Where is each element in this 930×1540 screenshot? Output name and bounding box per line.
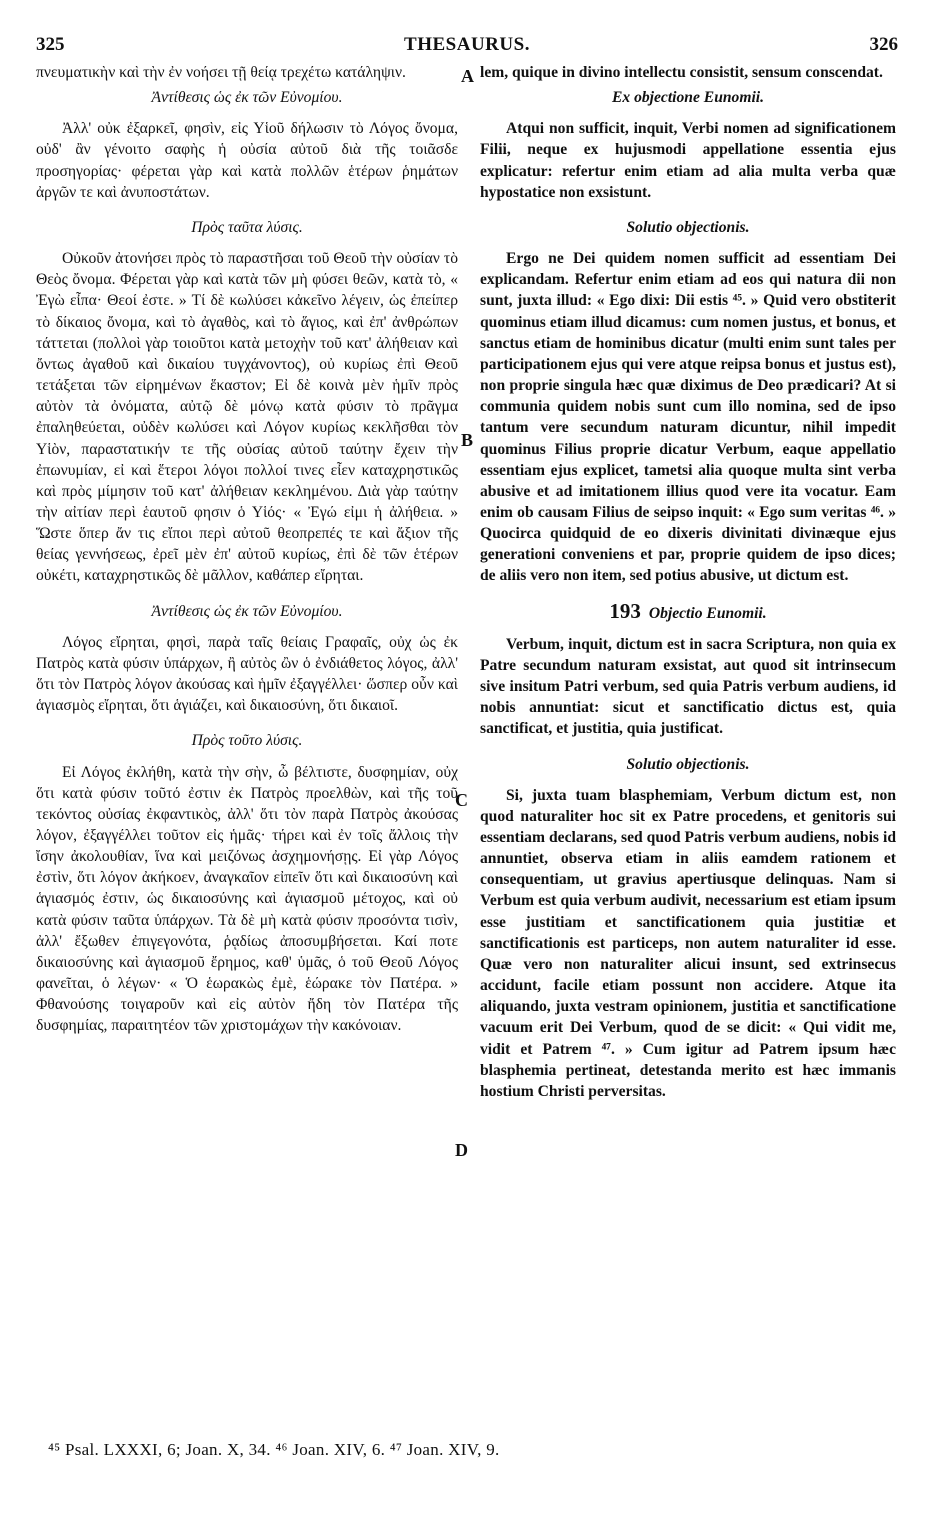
margin-marker-a: A <box>461 66 474 86</box>
greek-paragraph: Λόγος εἴρηται, φησὶ, παρὰ ταῖς θείαις Γραφαῖς, οὐχ ὡς ἐκ Πατρὸς κατὰ φύσιν ὑπάρχων, ἢ αὐτὸς ὢν ὁ ἐνδιάθετος λόγος, ἀλλ' ὅτι τὸν Πατρὸς λόγον ἀκούσας καὶ ἡμῖν ἐξαγγέλλει· ὥσπερ οὖν καὶ ἁγιασμὸς εἴρηται, ὅτι ἁγιάζει, καὶ δικαιοσύνη, ὅτι δικαιοῖ. <box>36 633 458 715</box>
greek-section-heading: Πρὸς τοῦτο λύσις. <box>191 732 303 750</box>
greek-section-heading: Ἀντίθεσις ὡς ἐκ τῶν Εὐνομίου. <box>151 89 343 107</box>
latin-paragraph: Ergo ne Dei quidem nomen sufficit ad essentiam Dei explicandam. Refertur enim etiam ad eos qui natura dii non sunt, juxta illud: « Ego dixi: Dii estis ⁴⁵. » Quid vero obstiterit quominus etiam illud dicamus: cum nomen justus, et bonus, et sanctus etiam de hominibus dicatur (multi enim sunt tales per participationem ejus qui vere atque reipsa bonus et justus est), non proprie singula hæc quæ diximus de Deo prædicari? At si communia quidem nobis sunt cum illo nomina, sed de ipso tantum vere secundum naturam dicuntur, nihil impedit quominus Filius proprie dicatur Verbum, eaque appellatio essentiam ejus explicet, tametsi alia quoque multa sint verba abusive et ad imitationem illius quod vere ita vocatur. Eam enim ob causam Filius de seipso inquit: « Ego sum veritas ⁴⁶. » Quocirca quidquid de eo dixeris divinitati divinæque ejus generationi conveniens et par, proprie quidem de ipso dices; de aliis vero non item, sed potius abusive, ut dictum est. <box>480 250 896 585</box>
latin-section-heading: Solutio objectionis. <box>626 755 750 773</box>
page-number-left: 325 <box>36 34 65 55</box>
greek-paragraph: πνευματικὴν καὶ τὴν ἐν νοήσει τῇ θείᾳ τρεχέτω κατάληψιν. <box>36 64 406 81</box>
greek-paragraph: Οὐκοῦν ἀτονήσει πρὸς τὸ παραστῆσαι τοῦ Θεοῦ τὴν οὐσίαν τὸ Θεὸς ὄνομα. Φέρεται γὰρ καὶ κατὰ τῶν μὴ φύσει θεῶν, κατὰ τὸ, « Ἐγὼ εἶπα· Θεοί ἐστε. » Τί δὲ κωλύσει κἀκεῖνο λέγειν, ὡς ἐπείπερ τὸ δίκαιος ὄνομα, καὶ τὸ ἀγαθὸς, καὶ τὸ ἅγιος, καὶ ἐπ' ἀνθρώπων τάττεται (πολλοὶ γὰρ τοιοῦτοι κατὰ μετοχὴν τοῦ κατ' ἀλήθειαν καὶ ὄντως ἀγαθοῦ καὶ δικαίου τυγχάνοντος), οὐ κυρίως ἐπὶ Θεοῦ τετάξεται τῶν εἰρημένων ἕκαστον; Εἰ δὲ κοινὰ μὲν ἡμῖν πρὸς αὐτὸν τὰ ὀνόματα, αὐτῷ δὲ μόνῳ κατὰ φύσιν τὸ πρᾶγμα ἐπαληθεύεται, οὐδὲν κωλύσει καὶ Λόγον κυρίως κεκλῆσθαι τὸν Υἱὸν, παραστατικήν τε τῆς οὐσίας αὐτοῦ ταύτην ἔχειν τὴν ἐπωνυμίαν, εἰ καὶ ἕτεροι λόγοι πολλοί τινες εἶεν καταχρηστικῶς καὶ πρὸς μίμησιν τοῦ κατ' ἀλήθειαν κεκλημένου. Διὰ γὰρ ταύτην τὴν αἰτίαν περὶ ἑαυτοῦ φησιν ὁ Υἱός· « Ἐγώ εἰμι ἡ ἀλήθεια. » Ὥστε ὅπερ ἄν τις εἴποι περὶ αὐτοῦ θεοπρεπές τε καὶ ἄξιον τῆς θείας γεννήσεως, ἐρεῖ μὲν ἐπ' αὐτοῦ κυρίως, ἐπὶ δὲ τῶν ἑτέρων οὐκέτι, καταχρηστικῶς δὲ μᾶλλον, καθάπερ εἴρηται. <box>36 250 458 585</box>
greek-paragraph: Εἰ Λόγος ἐκλήθη, κατὰ τὴν σὴν, ὦ βέλτιστε, δυσφημίαν, οὐχ ὅτι κατὰ φύσιν τοῦτό ἐστιν ἐκ Πατρὸς προελθὼν, καὶ τῆς τοῦ τεκόντος οὐσίας ἐκφαντικὸς, ἀλλ' ὅτι τὸν παρὰ Πατρὸς ἀκούσας λόγον, ἐξαγγέλλει τοῦτον εἰς ἡμᾶς· τήρει καὶ ἐν τοῖς ἄλλοις τὴν ἴσην ἀκολουθίαν, ἵνα καὶ μειζόνως ἀσχημονήσῃς. Εἰ γὰρ Λόγος ἐστὶν, ὅτι λόγον ἀκήκοεν, ἀναγκαῖον εἰπεῖν ὅτι καὶ δικαιοσύνη καὶ ἁγιασμός ἐστιν, ὡς δικαιοσύνης καὶ ἁγιασμοῦ μέτοχος, καὶ οὐ κατὰ φύσιν ταῦτα ὑπάρχων. Τὰ δὲ μὴ κατὰ φύσιν προσόντα τισὶν, ἀλλ' ἔξωθεν ἐπιγεγονότα, ῥᾳδίως ἀποσυμβήσεται. Καί ποτε δικαιοσύνης καὶ ἁγιασμοῦ ἔρημος, καθ' ὑμᾶς, ὁ τοῦ Θεοῦ Λόγος φανεῖται, ὁ λέγων· « Ὁ ἑωρακὼς ἐμὲ, ἑώρακε τὸν Πατέρα. » Φθανούσης τοιγαροῦν καὶ εἰς αὐτὸν ἤδη τὸν Πατέρα τῆς δυσφημίας, παραιτητέον τῶν χριστομάχων τὴν κακόνοιαν. <box>36 763 458 1035</box>
margin-marker-c: C <box>455 790 468 810</box>
column-number: 193 <box>609 598 641 623</box>
running-title: THESAURUS. <box>404 34 530 55</box>
greek-section-heading: Πρὸς ταῦτα λύσις. <box>191 218 303 236</box>
latin-section-heading: Ex objectione Eunomii. <box>611 89 765 107</box>
latin-section-heading: Solutio objectionis. <box>626 218 750 236</box>
footnotes: ⁴⁵ Psal. LXXXI, 6; Joan. X, 34. ⁴⁶ Joan. XIV, 6. ⁴⁷ Joan. XIV, 9. <box>48 1440 500 1459</box>
greek-section-heading: Ἀντίθεσις ὡς ἐκ τῶν Εὐνομίου. <box>151 602 343 620</box>
latin-paragraph: Verbum, inquit, dictum est in sacra Scriptura, non quia ex Patre secundum naturam exsistat, aut quod sit intrinsecum sive insitum Patri verbum, sed quia Patris verbum audiens, id nobis annuntiat: sicut et sanctificatio dictus est, quia sanctificat, et justitia, quia justificat. <box>480 635 896 738</box>
greek-column <box>36 62 458 1037</box>
latin-section-heading <box>480 598 896 624</box>
running-header <box>36 34 898 58</box>
latin-paragraph: Si, juxta tuam blasphemiam, Verbum dictum est, non quod naturaliter hoc sit ex Patre procedens, et genitoris sui essentiam declarans, sed quod Patris verbum audiens, nobis id annuntiet, observa etiam in aliis eamdem rationem et consequentiam, ut gravius apertiusque delinquas. Nam si Verbum est quia verbum audivit, necessarium est etiam ipsum esse justitiam et sanctificationem quia justitiæ et sanctificationis est particeps, non autem naturaliter id esse. Quæ vero non naturaliter alicui insunt, sed extrinsecus accidunt, facile etiam possunt non accidere. Atque ita aliquando, juxta vestram opinionem, justitia et sanctificatione vacuum erit Dei Verbum, quod de se dicit: « Qui vidit me, vidit et Patrem ⁴⁷. » Cum igitur ad Patrem ipsum hæc blasphemia pertineat, detestanda merito est hæc immanis hostium Christi perversitas. <box>480 786 896 1100</box>
latin-paragraph: Atqui non sufficit, inquit, Verbi nomen ad significationem Filii, neque ex hujusmodi appellatione essentia ejus explicatur: refertur enim etiam ad alia multa verba quæ hypostatice non exsistunt. <box>480 120 896 201</box>
greek-paragraph: Ἀλλ' οὐκ ἐξαρκεῖ, φησὶν, εἰς Υἱοῦ δήλωσιν τὸ Λόγος ὄνομα, οὐδ' ἂν γένοιτο σαφὴς ἡ οὐσία αὐτοῦ διὰ τῆς τοιᾶσδε προσηγορίας· φέρεται γὰρ καὶ κατὰ πολλῶν ἑτέρων ῥημάτων ἀργῶν τε καὶ ἀνυποστάτων. <box>36 120 458 201</box>
latin-paragraph: lem, quique in divino intellectu consistit, sensum conscendat. <box>480 64 883 81</box>
margin-marker-d: D <box>455 1140 468 1160</box>
page-number-right: 326 <box>869 34 898 55</box>
latin-heading-text: Objectio Eunomii. <box>648 604 767 622</box>
latin-column <box>480 62 896 1102</box>
margin-marker-b: B <box>461 430 474 450</box>
